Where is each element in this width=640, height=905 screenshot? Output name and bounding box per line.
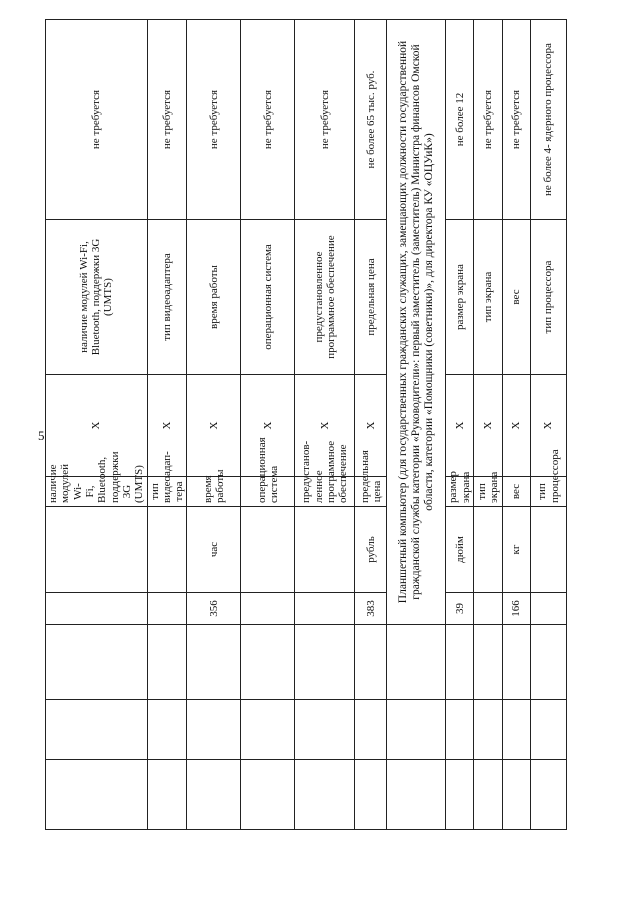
empty-cell <box>295 760 355 830</box>
table-row <box>241 20 295 830</box>
empty-cell <box>531 760 567 830</box>
value-cell: не более 4- ядерного процессора <box>531 20 567 220</box>
unit-cell <box>531 507 567 593</box>
x-cell: X <box>531 375 567 477</box>
empty-cell <box>295 700 355 760</box>
empty-cell <box>474 760 503 830</box>
characteristic-cell: операционная система <box>241 477 295 507</box>
empty-cell <box>46 700 148 760</box>
code-cell <box>531 593 567 625</box>
empty-cell <box>503 760 531 830</box>
section-heading-row <box>387 20 446 830</box>
x-cell: X <box>474 375 503 477</box>
code-cell: 383 <box>355 593 387 625</box>
unit-cell <box>147 507 187 593</box>
table-row <box>474 20 503 830</box>
table-row <box>187 20 241 830</box>
empty-cell <box>241 760 295 830</box>
page-number: 5 <box>38 428 45 443</box>
empty-cell <box>446 700 474 760</box>
characteristic-cell: вес <box>503 477 531 507</box>
rotated-table-wrapper <box>45 20 561 830</box>
value-cell: не требуется <box>295 20 355 220</box>
x-cell: X <box>187 375 241 477</box>
empty-cell <box>387 700 446 760</box>
table-row <box>46 20 148 830</box>
code-cell: 39 <box>446 593 474 625</box>
x-cell: X <box>147 375 187 477</box>
empty-cell <box>147 760 187 830</box>
empty-cell <box>474 625 503 700</box>
empty-cell <box>187 700 241 760</box>
table-row <box>147 20 187 830</box>
characteristic-cell: тип процессора <box>531 477 567 507</box>
empty-cell <box>147 700 187 760</box>
characteristic-cell: операционная система <box>241 220 295 375</box>
table-row <box>446 20 474 830</box>
characteristic-cell: время работы <box>187 220 241 375</box>
unit-cell: час <box>187 507 241 593</box>
x-cell: X <box>295 375 355 477</box>
characteristic-cell: тип процессора <box>531 220 567 375</box>
code-cell <box>241 593 295 625</box>
empty-cell <box>474 700 503 760</box>
value-cell: не требуется <box>147 20 187 220</box>
value-cell: не более 12 <box>446 20 474 220</box>
code-cell <box>147 593 187 625</box>
characteristic-cell: тип видеоадап-тера <box>147 477 187 507</box>
empty-cell <box>241 625 295 700</box>
characteristic-cell: предельная цена <box>355 220 387 375</box>
table-row <box>355 20 387 830</box>
code-cell: 166 <box>503 593 531 625</box>
x-cell: X <box>46 375 148 477</box>
x-cell: X <box>241 375 295 477</box>
empty-cell <box>355 760 387 830</box>
characteristic-cell: наличие модулей Wi-Fi, Bluetooth, поддержки 3G (UMTS) <box>46 477 148 507</box>
x-cell: X <box>355 375 387 477</box>
characteristic-cell: тип экрана <box>474 477 503 507</box>
characteristic-cell: тип экрана <box>474 220 503 375</box>
value-cell: не требуется <box>474 20 503 220</box>
characteristic-cell: предустановленное программное обеспечение <box>295 220 355 375</box>
characteristic-cell: наличие модулей Wi-Fi, Bluetooth, поддержки 3G (UMTS) <box>46 220 148 375</box>
value-cell: не требуется <box>46 20 148 220</box>
characteristic-cell: вес <box>503 220 531 375</box>
table-row <box>531 20 567 830</box>
empty-cell <box>46 760 148 830</box>
characteristic-cell: время работы <box>187 477 241 507</box>
x-cell: X <box>503 375 531 477</box>
characteristic-cell: тип видеоадаптера <box>147 220 187 375</box>
empty-cell <box>387 625 446 700</box>
x-cell: X <box>446 375 474 477</box>
unit-cell: рубль <box>355 507 387 593</box>
code-cell <box>295 593 355 625</box>
unit-cell <box>46 507 148 593</box>
empty-cell <box>531 700 567 760</box>
unit-cell: кг <box>503 507 531 593</box>
code-cell: 356 <box>187 593 241 625</box>
characteristic-cell: предустанов-ленное программное обеспечение <box>295 477 355 507</box>
value-cell: не требуется <box>187 20 241 220</box>
unit-cell: дюйм <box>446 507 474 593</box>
characteristic-cell: предельная цена <box>355 477 387 507</box>
table-body <box>46 20 567 830</box>
empty-cell <box>503 700 531 760</box>
empty-cell <box>295 625 355 700</box>
value-cell: не требуется <box>503 20 531 220</box>
unit-cell <box>241 507 295 593</box>
empty-cell <box>147 625 187 700</box>
unit-cell <box>474 507 503 593</box>
empty-cell <box>187 625 241 700</box>
value-cell: не требуется <box>241 20 295 220</box>
empty-cell <box>446 760 474 830</box>
section-heading: Планшетный компьютер (для государственных гражданских служащих, замещающих должности государственной гражданской службы категории «Руководители»: первый заместитель (заместитель) Министра финансов Омской области, категории «Помощники (советники)», для директора КУ «ОЦУиК») <box>387 20 446 625</box>
empty-cell <box>187 760 241 830</box>
empty-cell <box>46 625 148 700</box>
code-cell <box>46 593 148 625</box>
requirements-table <box>45 19 567 830</box>
characteristic-cell: размер экрана <box>446 477 474 507</box>
table-row <box>503 20 531 830</box>
value-cell: не более 65 тыс. руб. <box>355 20 387 220</box>
table-row <box>295 20 355 830</box>
empty-cell <box>355 700 387 760</box>
code-cell <box>474 593 503 625</box>
empty-cell <box>355 625 387 700</box>
characteristic-cell: размер экрана <box>446 220 474 375</box>
unit-cell <box>295 507 355 593</box>
empty-cell <box>531 625 567 700</box>
empty-cell <box>503 625 531 700</box>
empty-cell <box>241 700 295 760</box>
empty-cell <box>446 625 474 700</box>
empty-cell <box>387 760 446 830</box>
